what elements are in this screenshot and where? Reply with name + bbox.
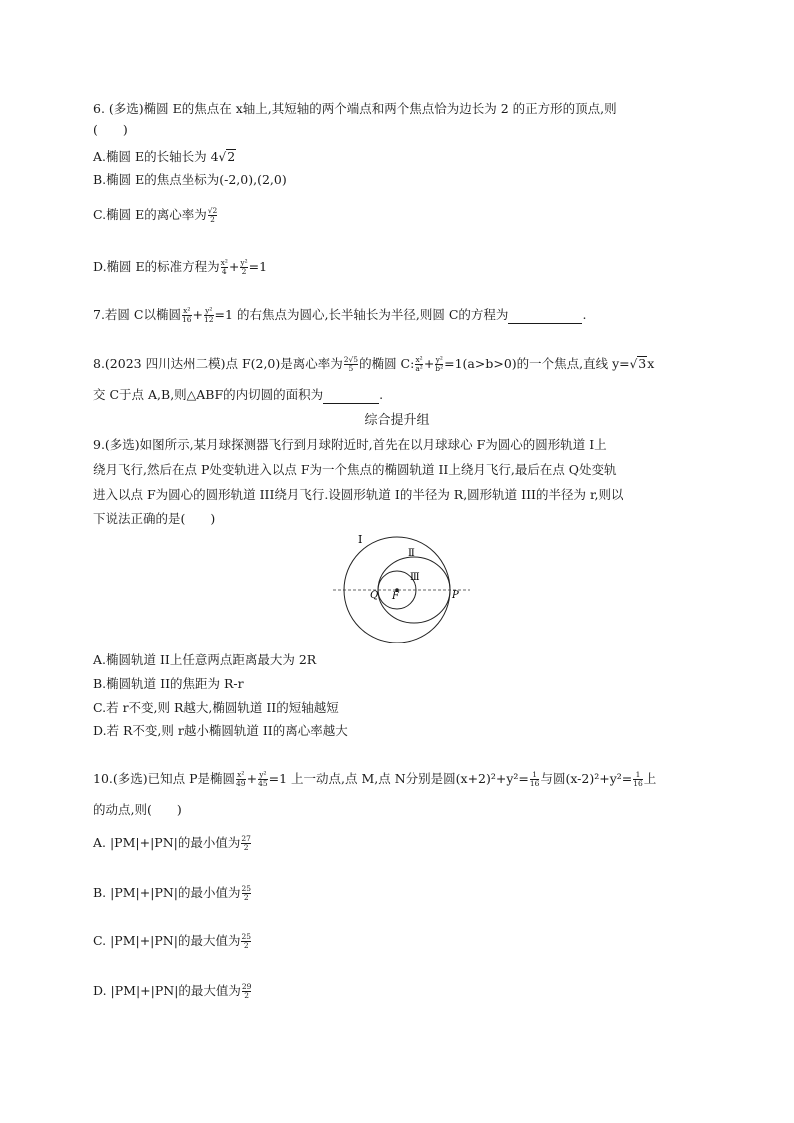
q9-line4: 下说法正确的是( ) bbox=[93, 511, 216, 526]
q8-stem: 8.(2023 四川达州二模)点 F(2,0)是离心率为 $\frac{2√5}{5}$ 的椭圆 C: $\frac{\text{x²}}{\text{a²}}$ + $\frac{\text{y²}}{\text{b²}}$ =1(a>b>0)的一个焦点,直线 y=√3x bbox=[93, 355, 655, 373]
q6-option-d: D.椭圆 E的标准方程为 $\frac{\text{x²}}{4}$ + $\frac{\text{y²}}{2}$ =1 bbox=[93, 258, 268, 276]
q8-line2: 交 C于点 A,B,则△ABF的内切圆的面积为 . bbox=[93, 387, 384, 402]
q10-option-b: B. |PM|+|PN|的最小值为 $\frac{25}{2}$ bbox=[93, 884, 252, 902]
q7-answer-blank[interactable] bbox=[508, 309, 582, 324]
q9-option-d: D.若 R不变,则 r越小椭圆轨道 II的离心率越大 bbox=[93, 723, 348, 738]
q6-stem: 6. (多选)椭圆 E的焦点在 x轴上,其短轴的两个端点和两个焦点恰为边长为 2 的正方形的顶点,则 bbox=[93, 101, 617, 116]
q9-line1: 9.(多选)如图所示,某月球探测器飞行到月球附近时,首先在以月球球心 F为圆心的圆形轨道 I上 bbox=[93, 437, 607, 452]
q10-option-a: A. |PM|+|PN|的最小值为 $\frac{27}{2}$ bbox=[93, 834, 251, 852]
orbit-diagram bbox=[325, 528, 475, 643]
section-heading: 综合提升组 bbox=[364, 413, 430, 428]
label-f: F bbox=[392, 591, 399, 602]
q7-stem: 7.若圆 C以椭圆 $\frac{\text{x²}}{16}$ + $\frac{\text{y²}}{12}$ =1 的右焦点为圆心,长半轴长为半径,则圆 C的方程为 . bbox=[93, 306, 587, 324]
q6-paren: ( ) bbox=[93, 122, 128, 137]
q9-option-a: A.椭圆轨道 II上任意两点距离最大为 2R bbox=[93, 652, 317, 667]
label-q: Q bbox=[370, 590, 379, 601]
q6-option-a: A.椭圆 E的长轴长为 4√2 bbox=[93, 149, 236, 164]
label-iii: Ⅲ bbox=[410, 572, 420, 583]
label-ii: Ⅱ bbox=[408, 548, 415, 559]
q9-line2: 绕月飞行,然后在点 P处变轨进入以点 F为一个焦点的椭圆轨道 II上绕月飞行,最后在点 Q处变轨 bbox=[93, 462, 617, 477]
label-p: P bbox=[452, 590, 459, 601]
q6-option-c: C.椭圆 E的离心率为 $\frac{√2}{2}$ bbox=[93, 206, 218, 224]
q9-option-c: C.若 r不变,则 R越大,椭圆轨道 II的短轴越短 bbox=[93, 700, 339, 715]
q10-line2: 的动点,则( ) bbox=[93, 802, 182, 817]
q10-option-c: C. |PM|+|PN|的最大值为 $\frac{25}{2}$ bbox=[93, 932, 251, 950]
label-i: I bbox=[358, 533, 363, 546]
q10-option-d: D. |PM|+|PN|的最大值为 $\frac{29}{2}$ bbox=[93, 982, 252, 1000]
q8-answer-blank[interactable] bbox=[323, 389, 379, 404]
q6-option-b: B.椭圆 E的焦点坐标为(-2,0),(2,0) bbox=[93, 172, 287, 187]
q9-line3: 进入以点 F为圆心的圆形轨道 III绕月飞行.设圆形轨道 I的半径为 R,圆形轨道 III的半径为 r,则以 bbox=[93, 487, 624, 502]
q10-stem: 10.(多选)已知点 P是椭圆 $\frac{\text{x²}}{49}$ + $\frac{\text{y²}}{45}$ =1 上一动点,点 M,点 N分别是圆(x+2)²+y²= $\frac{1}{16}$ 与圆(x-2)²+y²= $\frac{1}{16}$ 上 bbox=[93, 770, 657, 788]
q9-option-b: B.椭圆轨道 II的焦距为 R-r bbox=[93, 676, 244, 691]
